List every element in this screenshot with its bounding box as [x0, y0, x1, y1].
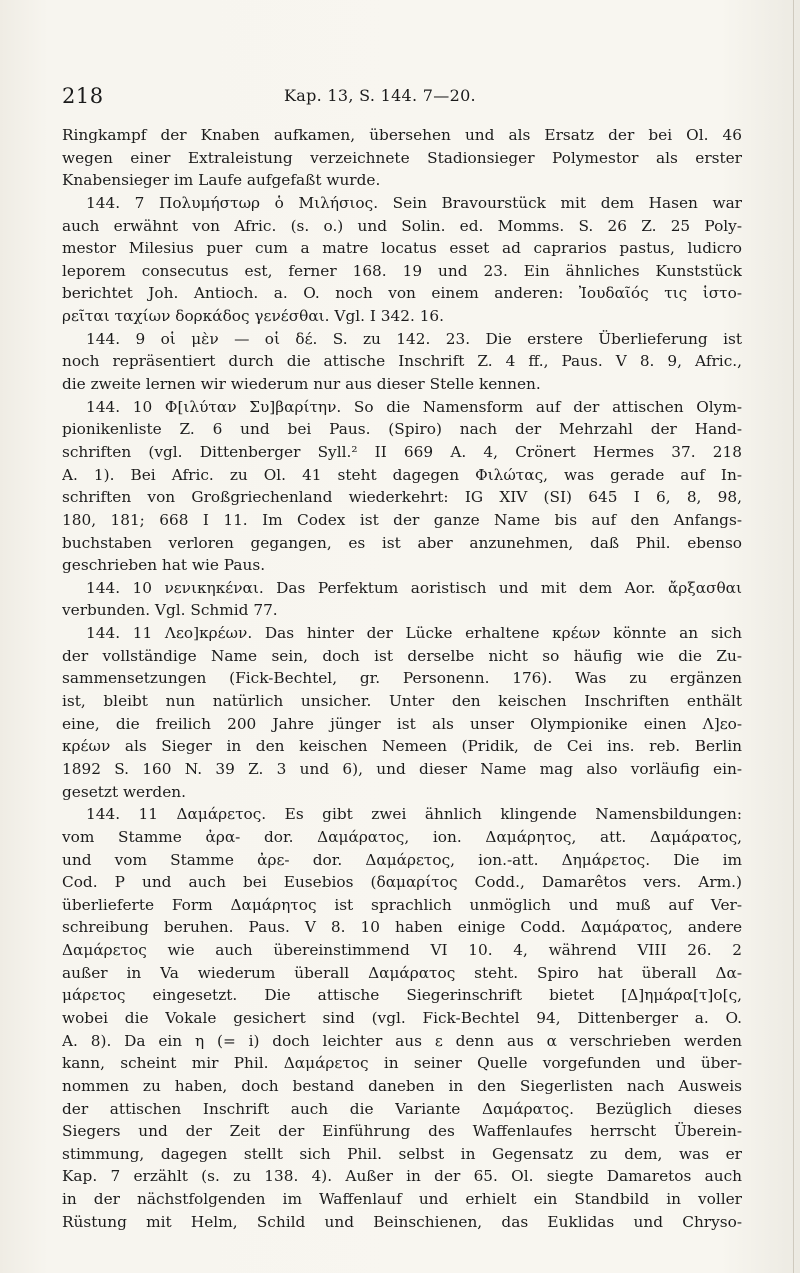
text-line: stimmung, dagegen stellt sich Phil. selbst in Gegensatz zu dem, was er	[62, 1144, 742, 1163]
page-number: 218	[62, 84, 104, 108]
text-line: außer in Va wiederum überall Δαμάρατος steht. Spiro hat überall Δα-	[62, 963, 742, 982]
text-line: Kap. 7 erzählt (s. zu 138. 4). Außer in der 65. Ol. siegte Damaretos auch	[62, 1167, 742, 1186]
text-line: 144. 10 νενικηκέναι. Das Perfektum aoristisch und mit dem Aor. ἄρξασθαι	[86, 578, 742, 597]
text-line: verbunden. Vgl. Schmid 77.	[62, 601, 278, 620]
text-line: Knabensieger im Laufe aufgefaßt wurde.	[62, 171, 381, 190]
text-line: ist, bleibt nun natürlich unsicher. Unter den keischen Inschriften enthält	[62, 692, 742, 711]
text-line: μάρετος eingesetzt. Die attische Siegerinschrift bietet [Δ]ημάρα[τ]ο[ς,	[62, 986, 742, 1005]
text-line: 144. 7 Πολυμήστωρ ὁ Μιλήσιος. Sein Bravourstück mit dem Hasen war	[86, 193, 742, 212]
text-line: 144. 9 οἱ μὲν — οἱ δέ. S. zu 142. 23. Die erstere Überlieferung ist	[86, 329, 742, 348]
text-line: wobei die Vokale gesichert sind (vgl. Fick-Bechtel 94, Dittenberger a. O.	[62, 1008, 742, 1027]
text-line: der vollständige Name sein, doch ist derselbe nicht so häufig wie die Zu-	[62, 646, 742, 665]
text-line: A. 1). Bei Afric. zu Ol. 41 steht dagegen Φιλώτας, was gerade auf In-	[62, 465, 742, 484]
text-line: wegen einer Extraleistung verzeichnete Stadionsieger Polymestor als erster	[62, 148, 742, 167]
body-text	[62, 124, 742, 1233]
text-line: 1892 S. 160 N. 39 Z. 3 und 6), und dieser Name mag also vorläufig ein-	[62, 759, 742, 778]
text-line: sammensetzungen (Fick-Bechtel, gr. Personenn. 176). Was zu ergänzen	[62, 669, 742, 688]
text-line: nommen zu haben, doch bestand daneben in den Siegerlisten nach Ausweis	[62, 1076, 742, 1095]
text-line: ρεῖται ταχίων δορκάδος γενέσθαι. Vgl. I 342. 16.	[62, 307, 445, 326]
text-line: Rüstung mit Helm, Schild und Beinschienen, das Euklidas und Chryso-	[62, 1212, 742, 1231]
text-line: κρέων als Sieger in den keischen Nemeen (Pridik, de Cei ins. reb. Berlin	[62, 737, 742, 756]
text-line: auch erwähnt von Afric. (s. o.) und Solin. ed. Momms. S. 26 Z. 25 Poly-	[62, 216, 742, 235]
text-line: schriften (vgl. Dittenberger Syll.² II 669 A. 4, Crönert Hermes 37. 218	[62, 442, 742, 461]
text-line: A. 8). Da ein η (= i) doch leichter aus ε denn aus α verschrieben werden	[62, 1031, 742, 1050]
text-line: Ringkampf der Knaben aufkamen, übersehen und als Ersatz der bei Ol. 46	[62, 126, 742, 144]
text-line: 144. 11 Δαμάρετος. Es gibt zwei ähnlich klingende Namensbildungen:	[86, 805, 742, 824]
text-line: 144. 11 Λεο]κρέων. Das hinter der Lücke erhaltene κρέων könnte an sich	[86, 624, 742, 643]
text-line: schriften von Großgriechenland wiederkehrt: IG XIV (SI) 645 I 6, 8, 98,	[62, 488, 742, 507]
text-line: geschrieben hat wie Paus.	[62, 556, 266, 575]
text-line: buchstaben verloren gegangen, es ist aber anzunehmen, daß Phil. ebenso	[62, 533, 742, 552]
text-line: gesetzt werden.	[62, 782, 186, 801]
text-line: 144. 10 Φ[ιλύταν Συ]βαρίτην. So die Namensform auf der attischen Olym-	[86, 397, 742, 416]
text-line: eine, die freilich 200 Jahre jünger ist als unser Olympionike einen Λ]εο-	[62, 714, 742, 733]
text-line: Δαμάρετος wie auch übereinstimmend VI 10. 4, während VIII 26. 2	[62, 941, 742, 960]
text-line: vom Stamme ἀρα- dor. Δαμάρατος, ion. Δαμάρητος, att. Δαμάρατος,	[62, 827, 742, 846]
text-line: und vom Stamme ἀρε- dor. Δαμάρετος, ion.-att. Δημάρετος. Die im	[62, 850, 742, 869]
text-line: kann, scheint mir Phil. Δαμάρετος in seiner Quelle vorgefunden und über-	[62, 1054, 742, 1073]
text-line: Siegers und der Zeit der Einführung des Waffenlaufes herrscht Überein-	[62, 1122, 742, 1141]
page-header	[62, 84, 740, 110]
text-line: Cod. P und auch bei Eusebios (δαμαρίτος Codd., Damarêtos vers. Arm.)	[62, 873, 742, 892]
text-line: berichtet Joh. Antioch. a. O. noch von einem anderen: Ἰουδαῖός τις ἱστο-	[62, 284, 742, 303]
text-line: der attischen Inschrift auch die Variante Δαμάρατος. Bezüglich dieses	[62, 1099, 742, 1118]
text-line: schreibung beruhen. Paus. V 8. 10 haben einige Codd. Δαμάρατος, andere	[62, 918, 742, 937]
text-line: mestor Milesius puer cum a matre locatus esset ad caprarios pastus, ludicro	[62, 239, 742, 258]
text-line: die zweite lernen wir wiederum nur aus dieser Stelle kennen.	[62, 375, 541, 394]
text-line: 180, 181; 668 I 11. Im Codex ist der ganze Name bis auf den Anfangs-	[62, 510, 742, 529]
text-line: noch repräsentiert durch die attische Inschrift Z. 4 ff., Paus. V 8. 9, Afric.,	[62, 352, 742, 371]
text-line: leporem consecutus est, ferner 168. 19 und 23. Ein ähnliches Kunststück	[62, 261, 742, 280]
text-line: in der nächstfolgenden im Waffenlauf und erhielt ein Standbild in voller	[62, 1190, 742, 1209]
running-head: Kap. 13, S. 144. 7—20.	[284, 86, 476, 105]
text-line: überlieferte Form Δαμάρητος ist sprachlich unmöglich und muß auf Ver-	[62, 895, 742, 914]
text-line: pionikenliste Z. 6 und bei Paus. (Spiro) nach der Mehrzahl der Hand-	[62, 420, 742, 439]
page-edge-line	[793, 0, 794, 1273]
